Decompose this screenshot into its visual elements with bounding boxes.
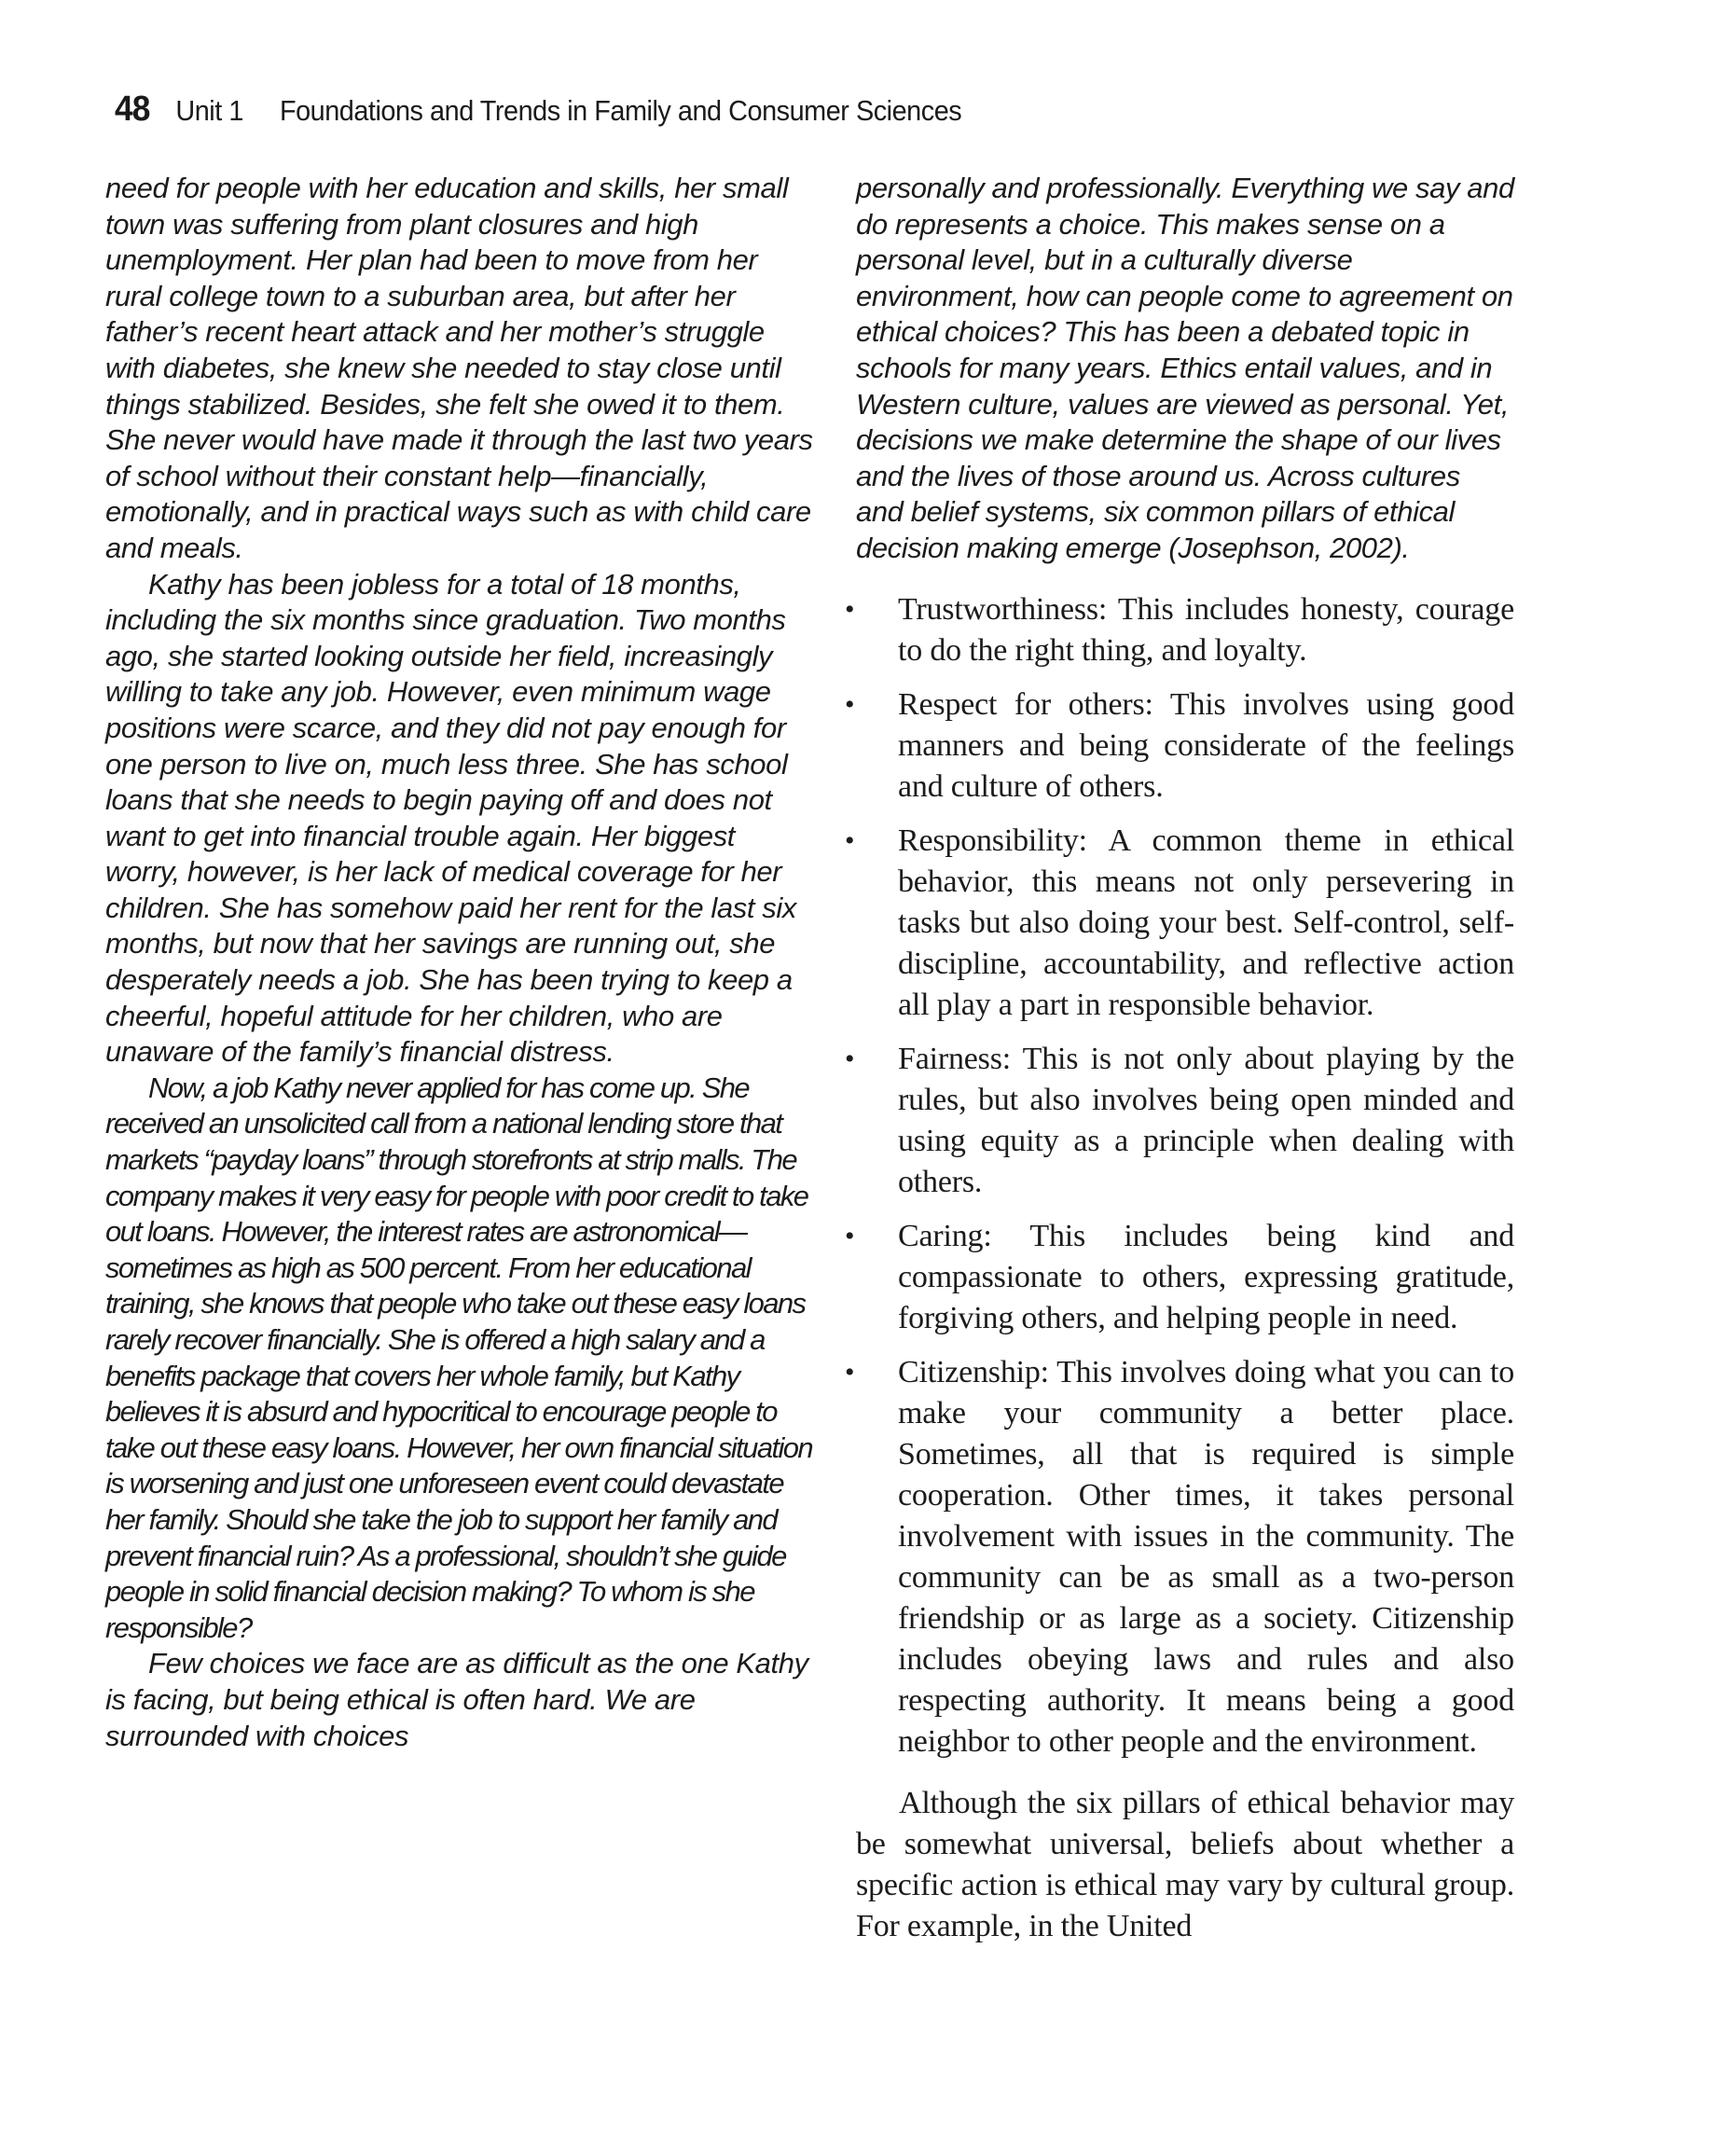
case-narrative-paragraph: Few choices we face are as difficult as the one Kathy is facing, but being ethical is often hard. We are surrounded with choices (105, 1647, 808, 1752)
bullet-icon: • (845, 1043, 855, 1074)
right-column (845, 171, 1514, 1947)
ethics-pillars-list (845, 589, 1514, 1762)
list-item (845, 1352, 1514, 1762)
list-item-text: Trustworthiness: This includes honesty, courage to do the right thing, and loyalty. (898, 591, 1514, 668)
list-item-text: Fairness: This is not only about playing by the rules, but also involves being open minded and using equity as a principle when dealing with others. (898, 1041, 1514, 1199)
list-item (845, 1216, 1514, 1339)
list-item (845, 1039, 1514, 1203)
list-item (845, 684, 1514, 808)
list-item-text: Caring: This includes being kind and compassionate to others, expressing gratitude, forgiving others, and helping people in need. (898, 1218, 1514, 1335)
left-column (105, 171, 814, 1754)
body-paragraph: Although the six pillars of ethical behavior may be somewhat universal, beliefs about whether a specific action is ethical may vary by cultural group. For example, in the United (856, 1785, 1514, 1943)
bullet-icon: • (845, 688, 855, 720)
list-item (845, 821, 1514, 1026)
unit-label: Unit 1 (175, 94, 243, 127)
case-narrative-paragraph: Kathy has been jobless for a total of 18 months, including the six months since graduation. Two months ago, she started looking outside her field, increasingly willing to take any job. However, even minimum wage positions were scarce, and they did not pay enough for one person to live on, much less three. She has school loans that she needs to begin paying off and does not want to get into financial trouble again. Her biggest worry, however, is her lack of medical coverage for her children. She has somehow paid her rent for the last six months, but now that her savings are running out, she desperately needs a job. She has been trying to keep a cheerful, hopeful attitude for her children, who are unaware of the family’s financial distress. (105, 567, 796, 1069)
case-narrative-paragraph: personally and professionally. Everything we say and do represents a choice. This makes sense on a personal level, but in a culturally diverse environment, how can people come to agreement on ethical choices? This has been a debated topic in schools for many years. Ethics entail values, and in Western culture, values are viewed as personal. Yet, decisions we make determine the shape of our lives and the lives of those around us. Across cultures and belief systems, six common pillars of ethical decision making emerge (Josephson, 2002). (856, 172, 1514, 564)
running-head (115, 90, 961, 130)
list-item-text: Citizenship: This involves doing what you can to make your community a better place. Sometimes, all that is required is simple cooperation. Other times, it takes personal involvement with issues in the community. The community can be as small as a two-person friendship or as large as a society. Citizenship includes obeying laws and rules and also respecting authority. It means being a good neighbor to other people and the environment. (898, 1354, 1514, 1759)
list-item (845, 589, 1514, 671)
bullet-icon: • (845, 593, 855, 625)
running-head-title: Foundations and Trends in Family and Consumer Sciences (279, 94, 962, 127)
page-number: 48 (115, 90, 150, 129)
list-item-text: Responsibility: A common theme in ethical behavior, this means not only persevering in tasks but also doing your best. Self-control, self-discipline, accountability, and reflective action all play a part in responsible behavior. (898, 822, 1514, 1022)
bullet-icon: • (845, 1356, 855, 1388)
list-item-text: Respect for others: This involves using good manners and being considerate of the feelings and culture of others. (898, 686, 1514, 804)
bullet-icon: • (845, 1220, 855, 1251)
case-narrative-paragraph: Now, a job Kathy never applied for has come up. She received an unsolicited call from a national lending store that markets “payday loans” through storefronts at strip malls. The company makes it very easy for people with poor credit to take out loans. However, the interest rates are astronomical—sometimes as high as 500 percent. From her educational training, she knows that people who take out these easy loans rarely recover financially. She is offered a high salary and a benefits package that covers her whole family, but Kathy believes it is absurd and hypocritical to encourage people to take out these easy loans. However, her own financial situation is worsening and just one unforeseen event could devastate her family. Should she take the job to support her family and prevent financial ruin? As a professional, shouldn’t she guide people in solid financial decision making? To whom is she responsible? (105, 1071, 813, 1644)
case-narrative-paragraph: need for people with her education and skills, her small town was suffering from plant closures and high unemployment. Her plan had been to move from her rural college town to a suburban area, but after her father’s recent heart attack and her mother’s struggle with diabetes, she knew she needed to stay close until things stabilized. Besides, she felt she owed it to them. She never would have made it through the last two years of school without their constant help—financially, emotionally, and in practical ways such as with child care and meals. (105, 172, 813, 564)
bullet-icon: • (845, 824, 855, 856)
